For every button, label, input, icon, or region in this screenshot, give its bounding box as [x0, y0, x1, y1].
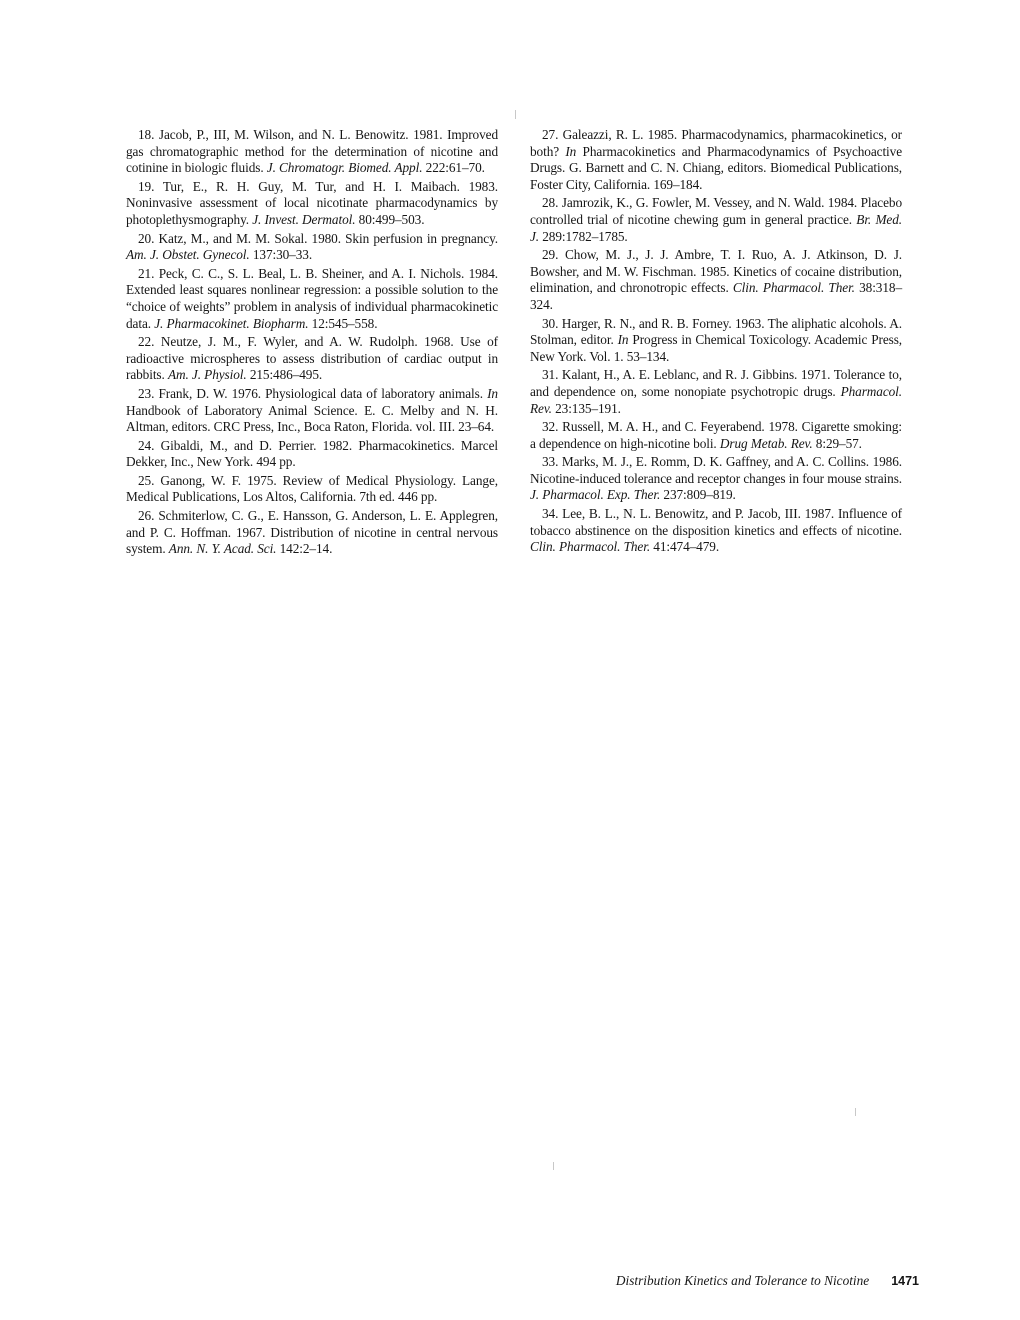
reference-source-italic: Am. J. Obstet. Gynecol. — [126, 247, 250, 263]
reference-text: Handbook of Laboratory Animal Science. E. C. Melby and N. H. Altman, editors. CRC Press, Inc., Boca Raton, Florida. vol. III. 23–64. — [126, 402, 498, 435]
reference-text: 33. Marks, M. J., E. Romm, D. K. Gaffney, and A. C. Collins. 1986. Nicotine-induced tolerance and receptor changes in four mouse strains. — [530, 454, 902, 486]
reference-entry — [126, 127, 498, 177]
reference-source-italic: J. Pharmacokinet. Biopharm. — [154, 315, 309, 331]
reference-entry — [530, 195, 902, 245]
reference-text: 8:29–57. — [812, 435, 862, 451]
reference-text: 22. Neutze, J. M., F. Wyler, and A. W. Rudolph. 1968. Use of radioactive microspheres to assess distribution of cardiac output in rabbits. — [126, 334, 498, 383]
reference-entry — [126, 473, 498, 506]
reference-source-italic: J. Invest. Dermatol. — [252, 211, 356, 227]
reference-text: 30. Harger, R. N., and R. B. Forney. 1963. The aliphatic alcohols. A. Stolman, editor. — [530, 315, 902, 348]
reference-entry — [530, 367, 902, 417]
reference-entry — [126, 438, 498, 471]
reference-source-italic: Drug Metab. Rev. — [719, 435, 813, 451]
reference-text: 289:1782–1785. — [539, 228, 628, 244]
reference-source-italic: In — [565, 143, 577, 159]
reference-entry — [126, 508, 498, 558]
reference-entry — [530, 419, 902, 452]
reference-text: 19. Tur, E., R. H. Guy, M. Tur, and H. I. Maibach. 1983. Noninvasive assessment of local nicotinate pharmacodynamics by photoplethysmography. — [126, 178, 498, 227]
reference-source-italic: In — [487, 385, 498, 401]
reference-text: 26. Schmiterlow, C. G., E. Hansson, G. Anderson, L. E. Applegren, and P. C. Hoffman. 1967. Distribution of nicotine in central nervous system. — [126, 508, 498, 557]
reference-text: 23. Frank, D. W. 1976. Physiological data of laboratory animals. — [138, 385, 488, 401]
reference-text: Pharmacokinetics and Pharmacodynamics of Psychoactive Drugs. G. Barnett and C. N. Chiang, editors. Biomedical Publications, Foster City, California. 169–184. — [530, 143, 902, 192]
reference-entry — [530, 506, 902, 556]
reference-source-italic: Br. Med. J. — [530, 211, 903, 244]
reference-text: 142:2–14. — [276, 541, 333, 557]
reference-entry — [126, 386, 498, 436]
reference-text: 215:486–495. — [246, 367, 323, 383]
reference-text: 29. Chow, M. J., J. J. Ambre, T. I. Ruo, A. J. Atkinson, D. J. Bowsher, and M. W. Fischman. 1985. Kinetics of cocaine distribution, elimination, and chronotropic effects. — [530, 247, 902, 296]
scan-artifact — [515, 110, 516, 119]
reference-source-italic: J. Pharmacol. Exp. Ther. — [530, 487, 661, 503]
reference-entry — [126, 231, 498, 264]
reference-text: 31. Kalant, H., A. E. Leblanc, and R. J. Gibbins. 1971. Tolerance to, and dependence on, some nonopiate psychotropic drugs. — [530, 367, 902, 399]
page-number: 1471 — [891, 1274, 919, 1288]
reference-text: 12:545–558. — [308, 315, 378, 331]
reference-text: 27. Galeazzi, R. L. 1985. Pharmacodynamics, pharmacokinetics, or both? — [530, 127, 902, 159]
reference-entry — [530, 316, 902, 366]
reference-source-italic: Ann. N. Y. Acad. Sci. — [168, 541, 277, 557]
reference-entry — [530, 127, 902, 193]
reference-entry — [126, 334, 498, 384]
reference-text: 38:318–324. — [530, 280, 902, 312]
reference-entry — [126, 179, 498, 229]
reference-list-right-column — [530, 127, 902, 558]
reference-source-italic: J. Chromatogr. Biomed. Appl. — [266, 160, 423, 176]
reference-text: Progress in Chemical Toxicology. Academic Press, New York. Vol. 1. 53–134. — [530, 332, 902, 364]
reference-text: 237:809–819. — [660, 487, 736, 503]
reference-source-italic: Clin. Pharmacol. Ther. — [732, 280, 855, 296]
reference-text: 24. Gibaldi, M., and D. Perrier. 1982. Pharmacokinetics. Marcel Dekker, Inc., New York. 494 pp. — [126, 437, 498, 470]
reference-text: 80:499–503. — [355, 211, 425, 227]
scan-artifact — [855, 1108, 856, 1116]
reference-text: 18. Jacob, P., III, M. Wilson, and N. L. Benowitz. 1981. Improved gas chromatographic method for the determination of nicotine and cotinine in biologic fluids. — [126, 127, 498, 176]
scan-artifact — [553, 1162, 554, 1170]
reference-text: 32. Russell, M. A. H., and C. Feyerabend. 1978. Cigarette smoking: a dependence on high-nicotine boli. — [530, 419, 902, 451]
reference-list-left-column — [126, 127, 498, 560]
reference-entry — [126, 266, 498, 332]
reference-text: 20. Katz, M., and M. M. Sokal. 1980. Skin perfusion in pregnancy. — [138, 230, 498, 246]
reference-source-italic: Pharmacol. Rev. — [530, 383, 902, 416]
reference-entry — [530, 247, 902, 313]
reference-text: 137:30–33. — [249, 247, 313, 263]
reference-text: 28. Jamrozik, K., G. Fowler, M. Vessey, and N. Wald. 1984. Placebo controlled trial of nicotine chewing gum in general practice. — [530, 195, 902, 227]
running-title: Distribution Kinetics and Tolerance to Nicotine — [615, 1273, 870, 1288]
reference-text: 222:61–70. — [422, 160, 485, 176]
reference-text: 25. Ganong, W. F. 1975. Review of Medical Physiology. Lange, Medical Publications, Los Altos, California. 7th ed. 446 pp. — [126, 472, 498, 505]
page-footer — [587, 1273, 919, 1289]
reference-text: 23:135–191. — [551, 400, 621, 416]
reference-text: 41:474–479. — [650, 539, 720, 555]
reference-source-italic: In — [617, 332, 629, 348]
reference-source-italic: Am. J. Physiol. — [167, 367, 247, 383]
reference-entry — [530, 454, 902, 504]
reference-text: 34. Lee, B. L., N. L. Benowitz, and P. Jacob, III. 1987. Influence of tobacco abstinence on the disposition kinetics and effects of nicotine. — [530, 506, 902, 538]
reference-source-italic: Clin. Pharmacol. Ther. — [530, 539, 651, 555]
reference-text: 21. Peck, C. C., S. L. Beal, L. B. Sheiner, and A. I. Nichols. 1984. Extended least squares nonlinear regression: a possible solution to the “choice of weights” problem in analysis of individual pharmacokinetic data. — [126, 265, 498, 331]
